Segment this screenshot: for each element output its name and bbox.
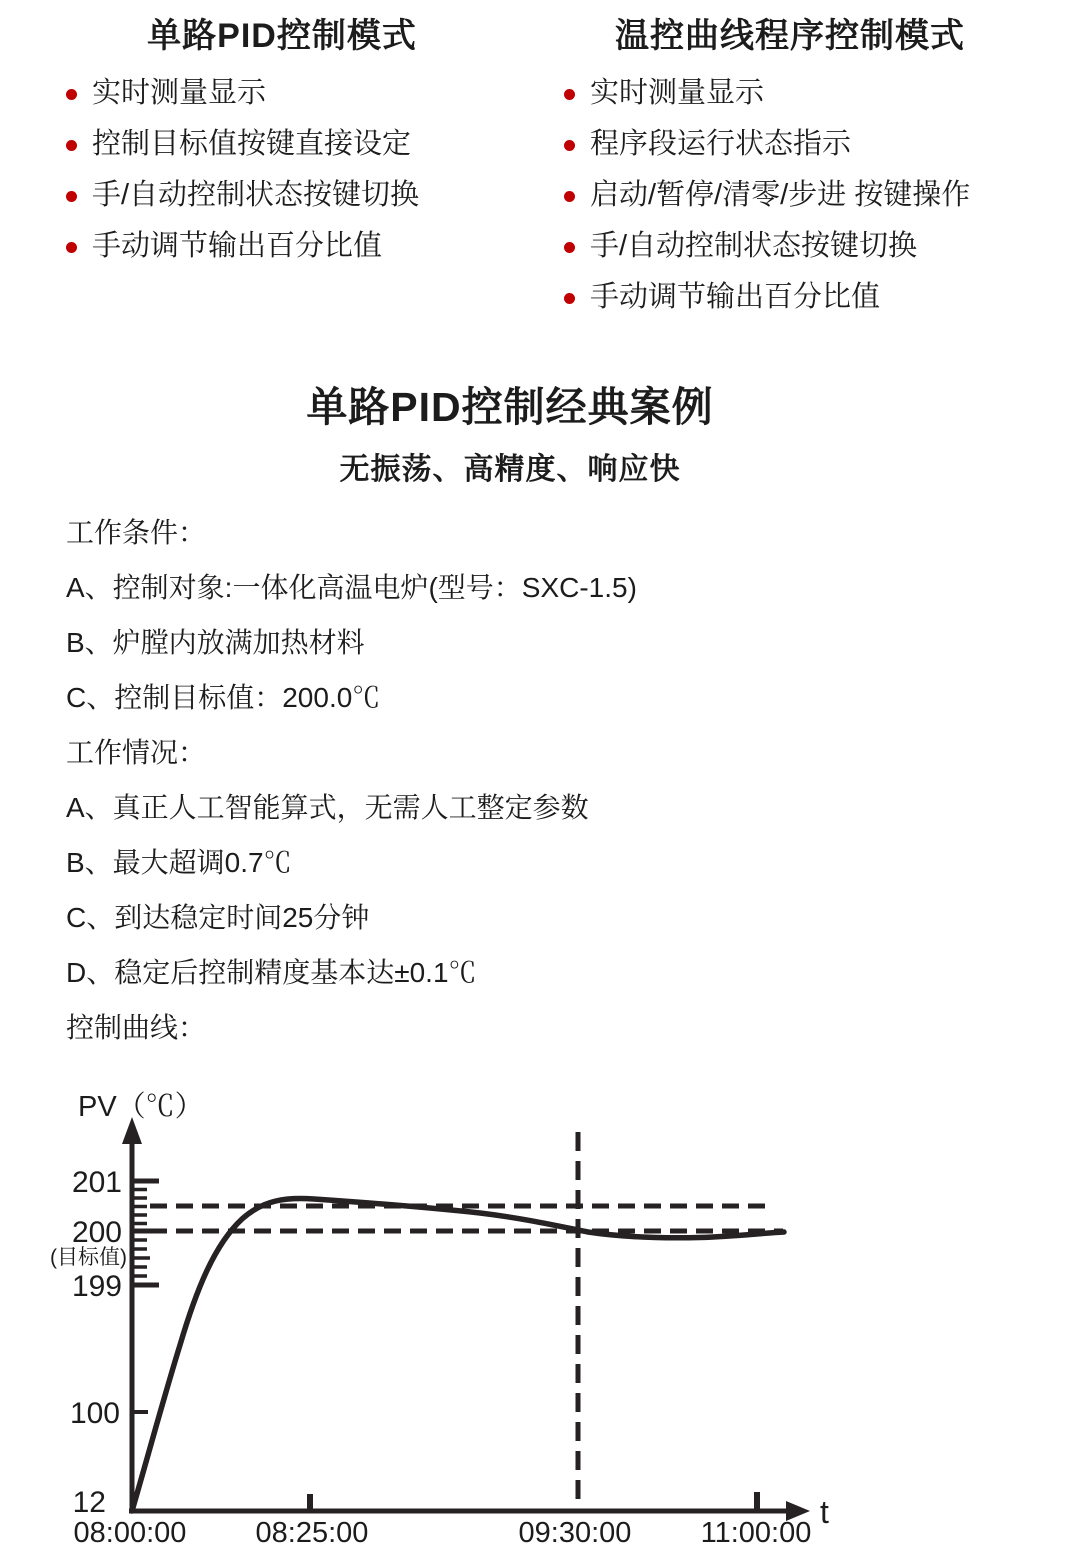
x-tick-label-093000: 09:30:00: [518, 1517, 632, 1549]
y-tick-label-201: 201: [71, 1166, 122, 1199]
program-mode-list: [560, 68, 1020, 323]
list-item: 手动调节输出百分比值: [560, 272, 1020, 323]
y-target-note: (目标值): [50, 1246, 127, 1269]
curve-heading: 控制曲线：: [66, 1012, 207, 1043]
x-tick-label-082500: 08:25:00: [255, 1517, 369, 1549]
case-study-subtitle: 无振荡、高精度、响应快: [339, 453, 681, 486]
single-pid-mode-list: [62, 68, 502, 272]
y-tick-label-12: 12: [72, 1486, 106, 1519]
x-tick-label-110000: 11:00:00: [700, 1517, 812, 1549]
modes-row: [0, 16, 1080, 323]
list-item: 程序段运行状态指示: [560, 119, 1020, 170]
list-item: 手/自动控制状态按键切换: [560, 221, 1020, 272]
control-curve-svg: [0, 1080, 1080, 1562]
conditions-heading: 工作条件：: [66, 517, 207, 548]
single-pid-mode-title: 单路PID控制模式: [147, 17, 417, 55]
result-line: A、真正人工智能算式，无需人工整定参数: [66, 792, 589, 823]
y-axis-title: PV（℃）: [78, 1091, 204, 1123]
condition-line: B、炉膛内放满加热材料: [66, 627, 365, 658]
list-item: 启动/暂停/清零/步进 按键操作: [560, 170, 1020, 221]
result-line: D、稳定后控制精度基本达±0.1℃: [66, 957, 477, 988]
y-tick-label-199: 199: [71, 1270, 122, 1303]
x-axis-title: t: [820, 1494, 829, 1530]
list-item: 手/自动控制状态按键切换: [62, 170, 502, 221]
list-item: 实时测量显示: [560, 68, 1020, 119]
case-study-title: 单路PID控制经典案例: [306, 384, 714, 430]
control-curve-chart: [0, 1080, 1080, 1562]
program-mode-section: [560, 16, 1020, 323]
list-item: 实时测量显示: [62, 68, 502, 119]
list-item: 手动调节输出百分比值: [62, 221, 502, 272]
condition-line: A、控制对象:一体化高温电炉(型号：SXC-1.5): [66, 572, 637, 603]
pv-curve: [132, 1198, 784, 1511]
x-tick-label-080000: 08:00:00: [73, 1517, 187, 1549]
list-item: 控制目标值按键直接设定: [62, 119, 502, 170]
case-study-body: [66, 505, 1026, 1055]
program-mode-title: 温控曲线程序控制模式: [615, 17, 965, 55]
results-heading: 工作情况：: [66, 737, 207, 768]
result-line: B、最大超调0.7℃: [66, 847, 292, 878]
y-tick-label-200: 200: [71, 1216, 122, 1249]
condition-line: C、控制目标值：200.0℃: [66, 682, 381, 713]
result-line: C、到达稳定时间25分钟: [66, 902, 370, 933]
y-tick-label-100: 100: [69, 1397, 120, 1430]
single-pid-mode-section: [62, 16, 502, 323]
